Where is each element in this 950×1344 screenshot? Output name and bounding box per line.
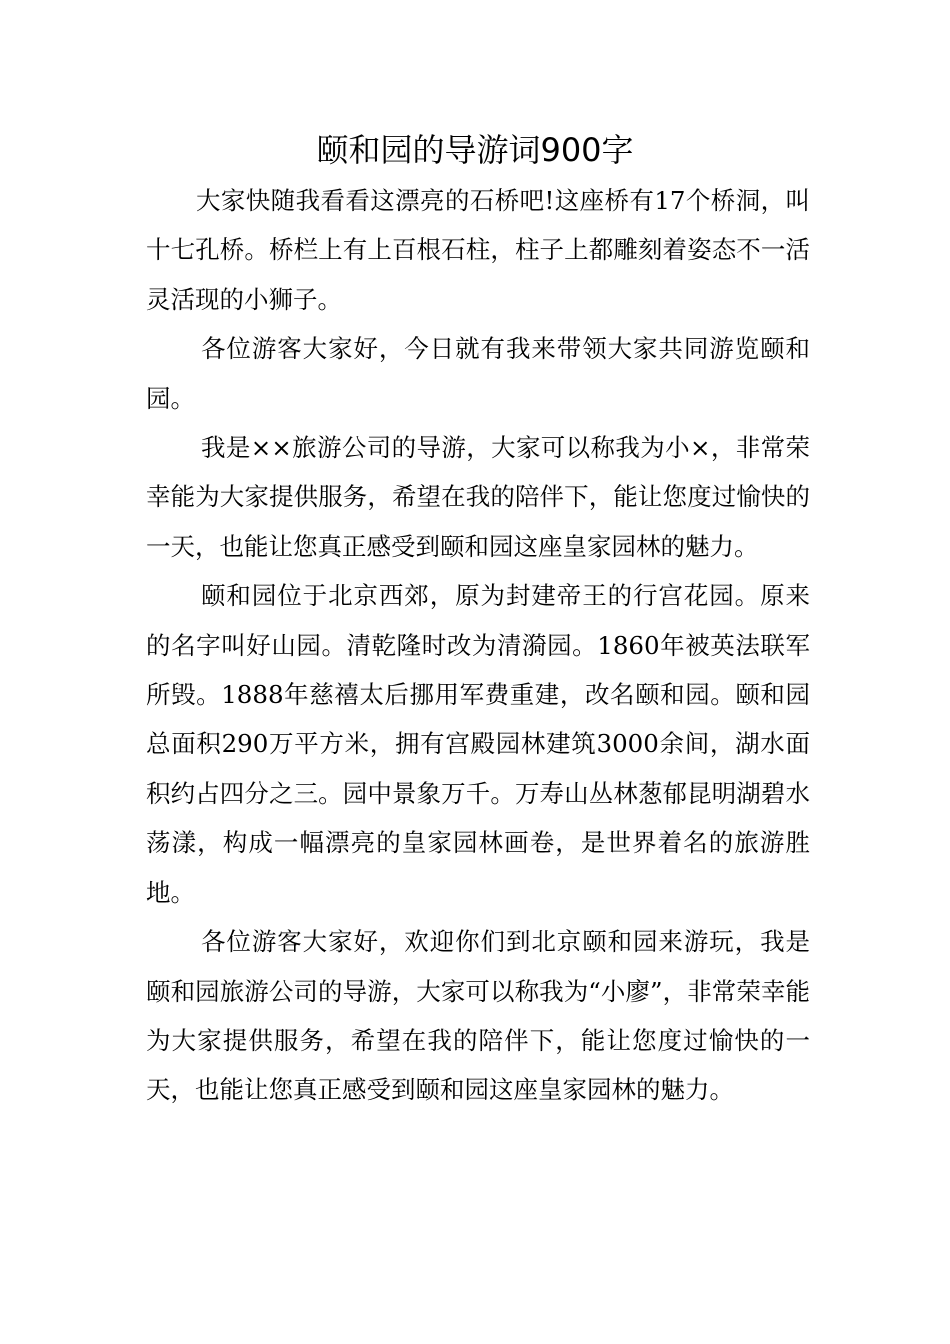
paragraph-summer-palace-history: 颐和园位于北京西郊，原为封建帝王的行宫花园。原来的名字叫好山园。清乾隆时改为清漪园。1860年被英法联军所毁。1888年慈禧太后挪用军费重建，改名颐和园。颐和园总面积290万平方米，拥有宫殿园林建筑3000余间，湖水面积约占四分之三。园中景象万千。万寿山丛林葱郁昆明湖碧水荡漾，构成一幅漂亮的皇家园林画卷，是世界着名的旅游胜地。 [146,581,810,907]
paragraph-welcome: 各位游客大家好，欢迎你们到北京颐和园来游玩，我是颐和园旅游公司的导游，大家可以称我为“小廖”，非常荣幸能为大家提供服务，希望在我的陪伴下，能让您度过愉快的一天，也能让您真正感受到颐和园这座皇家园林的魅力。 [146,927,810,1105]
document-title: 颐和园的导游词900字 [316,131,634,169]
paragraph-guide-intro: 我是××旅游公司的导游，大家可以称我为小×，非常荣幸能为大家提供服务，希望在我的陪伴下，能让您度过愉快的一天，也能让您真正感受到颐和园这座皇家园林的魅力。 [146,433,810,561]
document-body [146,176,810,1115]
paragraph-stone-bridge: 大家快随我看看这漂亮的石桥吧!这座桥有17个桥洞，叫十七孔桥。桥栏上有上百根石柱，柱子上都雕刻着姿态不一活灵活现的小狮子。 [146,186,810,314]
paragraph-greeting: 各位游客大家好，今日就有我来带领大家共同游览颐和园。 [146,334,810,413]
